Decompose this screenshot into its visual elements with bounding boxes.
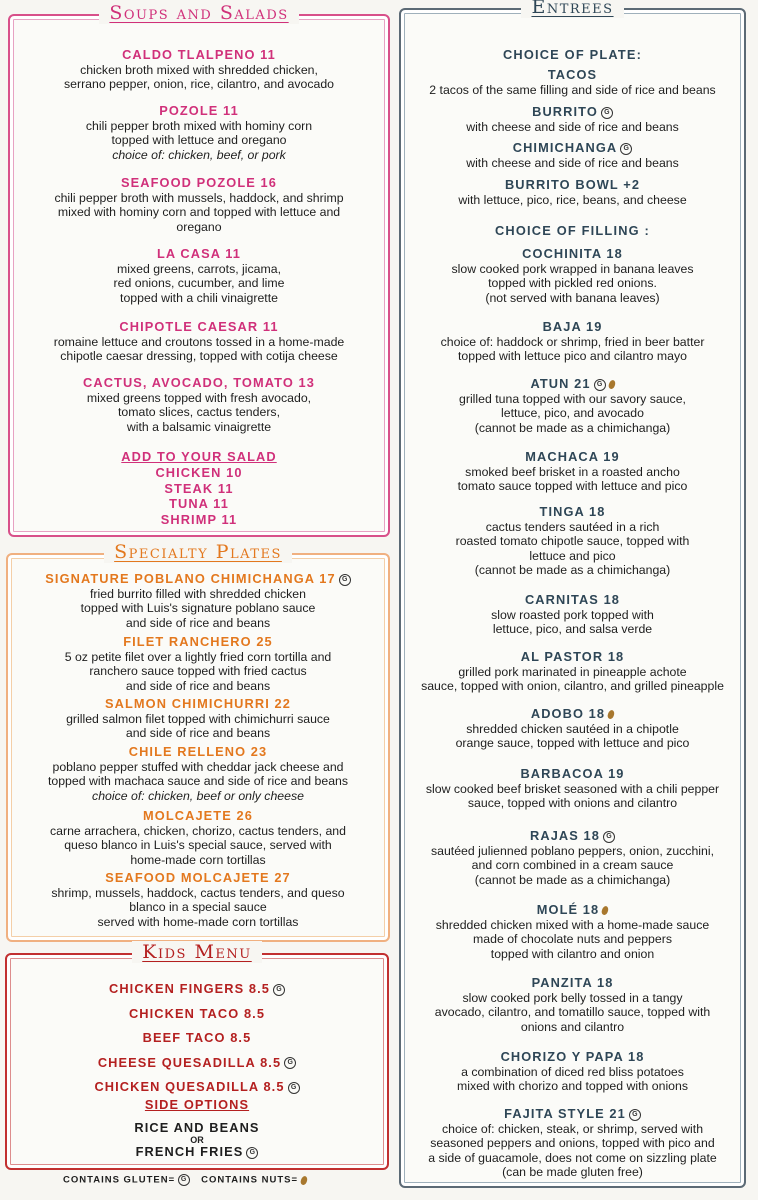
gluten-icon: G xyxy=(284,1057,296,1069)
menu-item: MACHACA 19 smoked beef brisket in a roasted ancho tomato sauce topped with lettuce and pico xyxy=(457,449,688,494)
menu-item: MOLÉ 18 shredded chicken mixed with a home-made sauce made of chocolate nuts and peppers topped with cilantro and onion xyxy=(435,902,710,961)
filling-header: CHOICE OF FILLING : xyxy=(494,223,651,238)
menu-item: BAJA 19 choice of: haddock or shrimp, fried in beer batter topped with lettuce pico and cilantro mayo xyxy=(440,319,705,364)
menu-item: SEAFOOD MOLCAJETE 27 shrimp, mussels, haddock, cactus tenders, and queso blanco in a special sauce served with home-made corn tortillas xyxy=(51,870,345,929)
gluten-icon: G xyxy=(339,574,351,586)
menu-item: BURRITO G with cheese and side of rice and beans xyxy=(466,104,679,134)
add-to-salad: ADD TO YOUR SALAD CHICKEN 10 STEAK 11 TUNA 11 SHRIMP 11 xyxy=(121,449,277,528)
gluten-icon: G xyxy=(594,379,606,391)
menu-item: SIGNATURE POBLANO CHIMICHANGA 17 G fried burrito filled with shredded chicken topped with Luis's signature poblano sauce and side of rice and beans xyxy=(8,572,388,630)
nut-icon xyxy=(607,379,616,390)
menu-item: BEEF TACO 8.5 xyxy=(142,1030,252,1045)
menu-item: CALDO TLALPENO 11 chicken broth mixed with shredded chicken, serrano pepper, onion, rice, cilantro, and avocado xyxy=(63,47,335,92)
menu-item: FAJITA STYLE 21 G choice of: chicken, steak, or shrimp, served with seasoned peppers and onions, topped with pico and a side of guacamole, does not come on sizzling plate (can be made gluten free) xyxy=(428,1106,717,1180)
menu-item: FILET RANCHERO 25 5 oz petite filet over a lightly fried corn tortilla and ranchero sauce topped with fried cactus and side of rice and beans xyxy=(64,634,332,693)
menu-item: CHILE RELLENO 23 poblano pepper stuffed with cheddar jack cheese and topped with machaca sauce and side of rice and beans choice of: chicken, beef or only cheese xyxy=(47,744,349,803)
gluten-icon: G xyxy=(273,984,285,996)
gluten-icon: G xyxy=(288,1082,300,1094)
section-title: Soups and Salads xyxy=(10,2,388,24)
menu-item: COCHINITA 18 slow cooked pork wrapped in banana leaves topped with pickled red onions. (not served with banana leaves) xyxy=(451,246,694,305)
menu-item: SEAFOOD POZOLE 16 chili pepper broth with mussels, haddock, and shrimp mixed with hominy corn and topped with lettuce and oregano xyxy=(54,175,344,234)
menu-item: CHICKEN FINGERS 8.5 G xyxy=(7,977,387,1002)
menu-item: CHEESE QUESADILLA 8.5 G xyxy=(7,1051,387,1076)
section-title: Entrees xyxy=(401,0,744,18)
menu-item: CACTUS, AVOCADO, TOMATO 13 mixed greens topped with fresh avocado, tomato slices, cactus tenders, with a balsamic vinaigrette xyxy=(83,375,315,434)
allergen-legend: CONTAINS GLUTEN= G CONTAINS NUTS= xyxy=(63,1174,307,1186)
gluten-icon: G xyxy=(178,1174,190,1186)
nut-icon xyxy=(607,709,616,720)
menu-item: CHIPOTLE CAESAR 11 romaine lettuce and croutons tossed in a home-made chipotle caesar dressing, topped with cotija cheese xyxy=(53,319,345,364)
kids-menu-section xyxy=(5,941,389,1170)
menu-item: LA CASA 11 mixed greens, carrots, jicama, red onions, cucumber, and lime topped with a chili vinaigrette xyxy=(113,246,285,305)
section-title: Kids Menu xyxy=(7,941,387,963)
gluten-icon: G xyxy=(603,831,615,843)
menu-item: TACOS 2 tacos of the same filling and side of rice and beans xyxy=(429,67,716,97)
menu-item: TINGA 18 cactus tenders sautéed in a rich roasted tomato chipotle sauce, topped with lettuce and pico (cannot be made as a chimichanga) xyxy=(455,504,690,578)
menu-item: MOLCAJETE 26 carne arrachera, chicken, chorizo, cactus tenders, and queso blanco in Luis's special sauce, served with home-made corn tortillas xyxy=(50,808,346,867)
menu-item: ADOBO 18 shredded chicken sautéed in a chipotle orange sauce, topped with lettuce and pico xyxy=(455,706,690,751)
gluten-icon: G xyxy=(629,1109,641,1121)
menu-item: CHICKEN QUESADILLA 8.5 G xyxy=(7,1075,387,1100)
specialty-plates-section xyxy=(6,541,390,942)
gluten-icon: G xyxy=(601,107,613,119)
kids-items xyxy=(7,977,387,1100)
menu-item: RAJAS 18 G sautéed julienned poblano peppers, onion, zucchini, and corn combined in a cream sauce (cannot be made as a chimichanga) xyxy=(430,828,715,887)
menu-item: CARNITAS 18 slow roasted pork topped with lettuce, pico, and salsa verde xyxy=(491,592,654,637)
entrees-section xyxy=(399,0,746,1188)
nut-icon xyxy=(300,1175,309,1186)
gluten-icon: G xyxy=(246,1147,258,1159)
menu-item: CHORIZO Y PAPA 18 a combination of diced red bliss potatoes mixed with chorizo and topped with onions xyxy=(456,1049,689,1094)
nut-icon xyxy=(601,905,610,916)
menu-item: BARBACOA 19 slow cooked beef brisket seasoned with a chili pepper sauce, topped with onions and cilantro xyxy=(425,766,720,811)
soups-salads-section xyxy=(8,2,390,537)
side-options: SIDE OPTIONS RICE AND BEANS OR FRENCH FRIES G xyxy=(134,1097,260,1160)
menu-item: POZOLE 11 chili pepper broth mixed with hominy corn topped with lettuce and oregano choice of: chicken, beef, or pork xyxy=(85,103,313,162)
menu-item: ATUN 21 G grilled tuna topped with our savory sauce, lettuce, pico, and avocado (cannot be made as a chimichanga) xyxy=(459,376,686,435)
menu-item: CHICKEN TACO 8.5 xyxy=(128,1005,266,1021)
section-title: Specialty Plates xyxy=(8,541,388,563)
plate-header: CHOICE OF PLATE: xyxy=(502,47,643,62)
menu-item: BURRITO BOWL +2 with lettuce, pico, rice, beans, and cheese xyxy=(458,177,687,207)
gluten-icon: G xyxy=(620,143,632,155)
menu-item: SALMON CHIMICHURRI 22 grilled salmon filet topped with chimichurri sauce and side of rice and beans xyxy=(66,696,330,741)
menu-item: PANZITA 18 slow cooked pork belly tossed in a tangy avocado, cilantro, and tomatillo sauce, topped with onions and cilantro xyxy=(434,975,711,1034)
menu-item: CHIMICHANGA G with cheese and side of rice and beans xyxy=(466,140,679,170)
menu-item: AL PASTOR 18 grilled pork marinated in pineapple achote sauce, topped with onion, cilantro, and grilled pineapple xyxy=(421,649,724,694)
